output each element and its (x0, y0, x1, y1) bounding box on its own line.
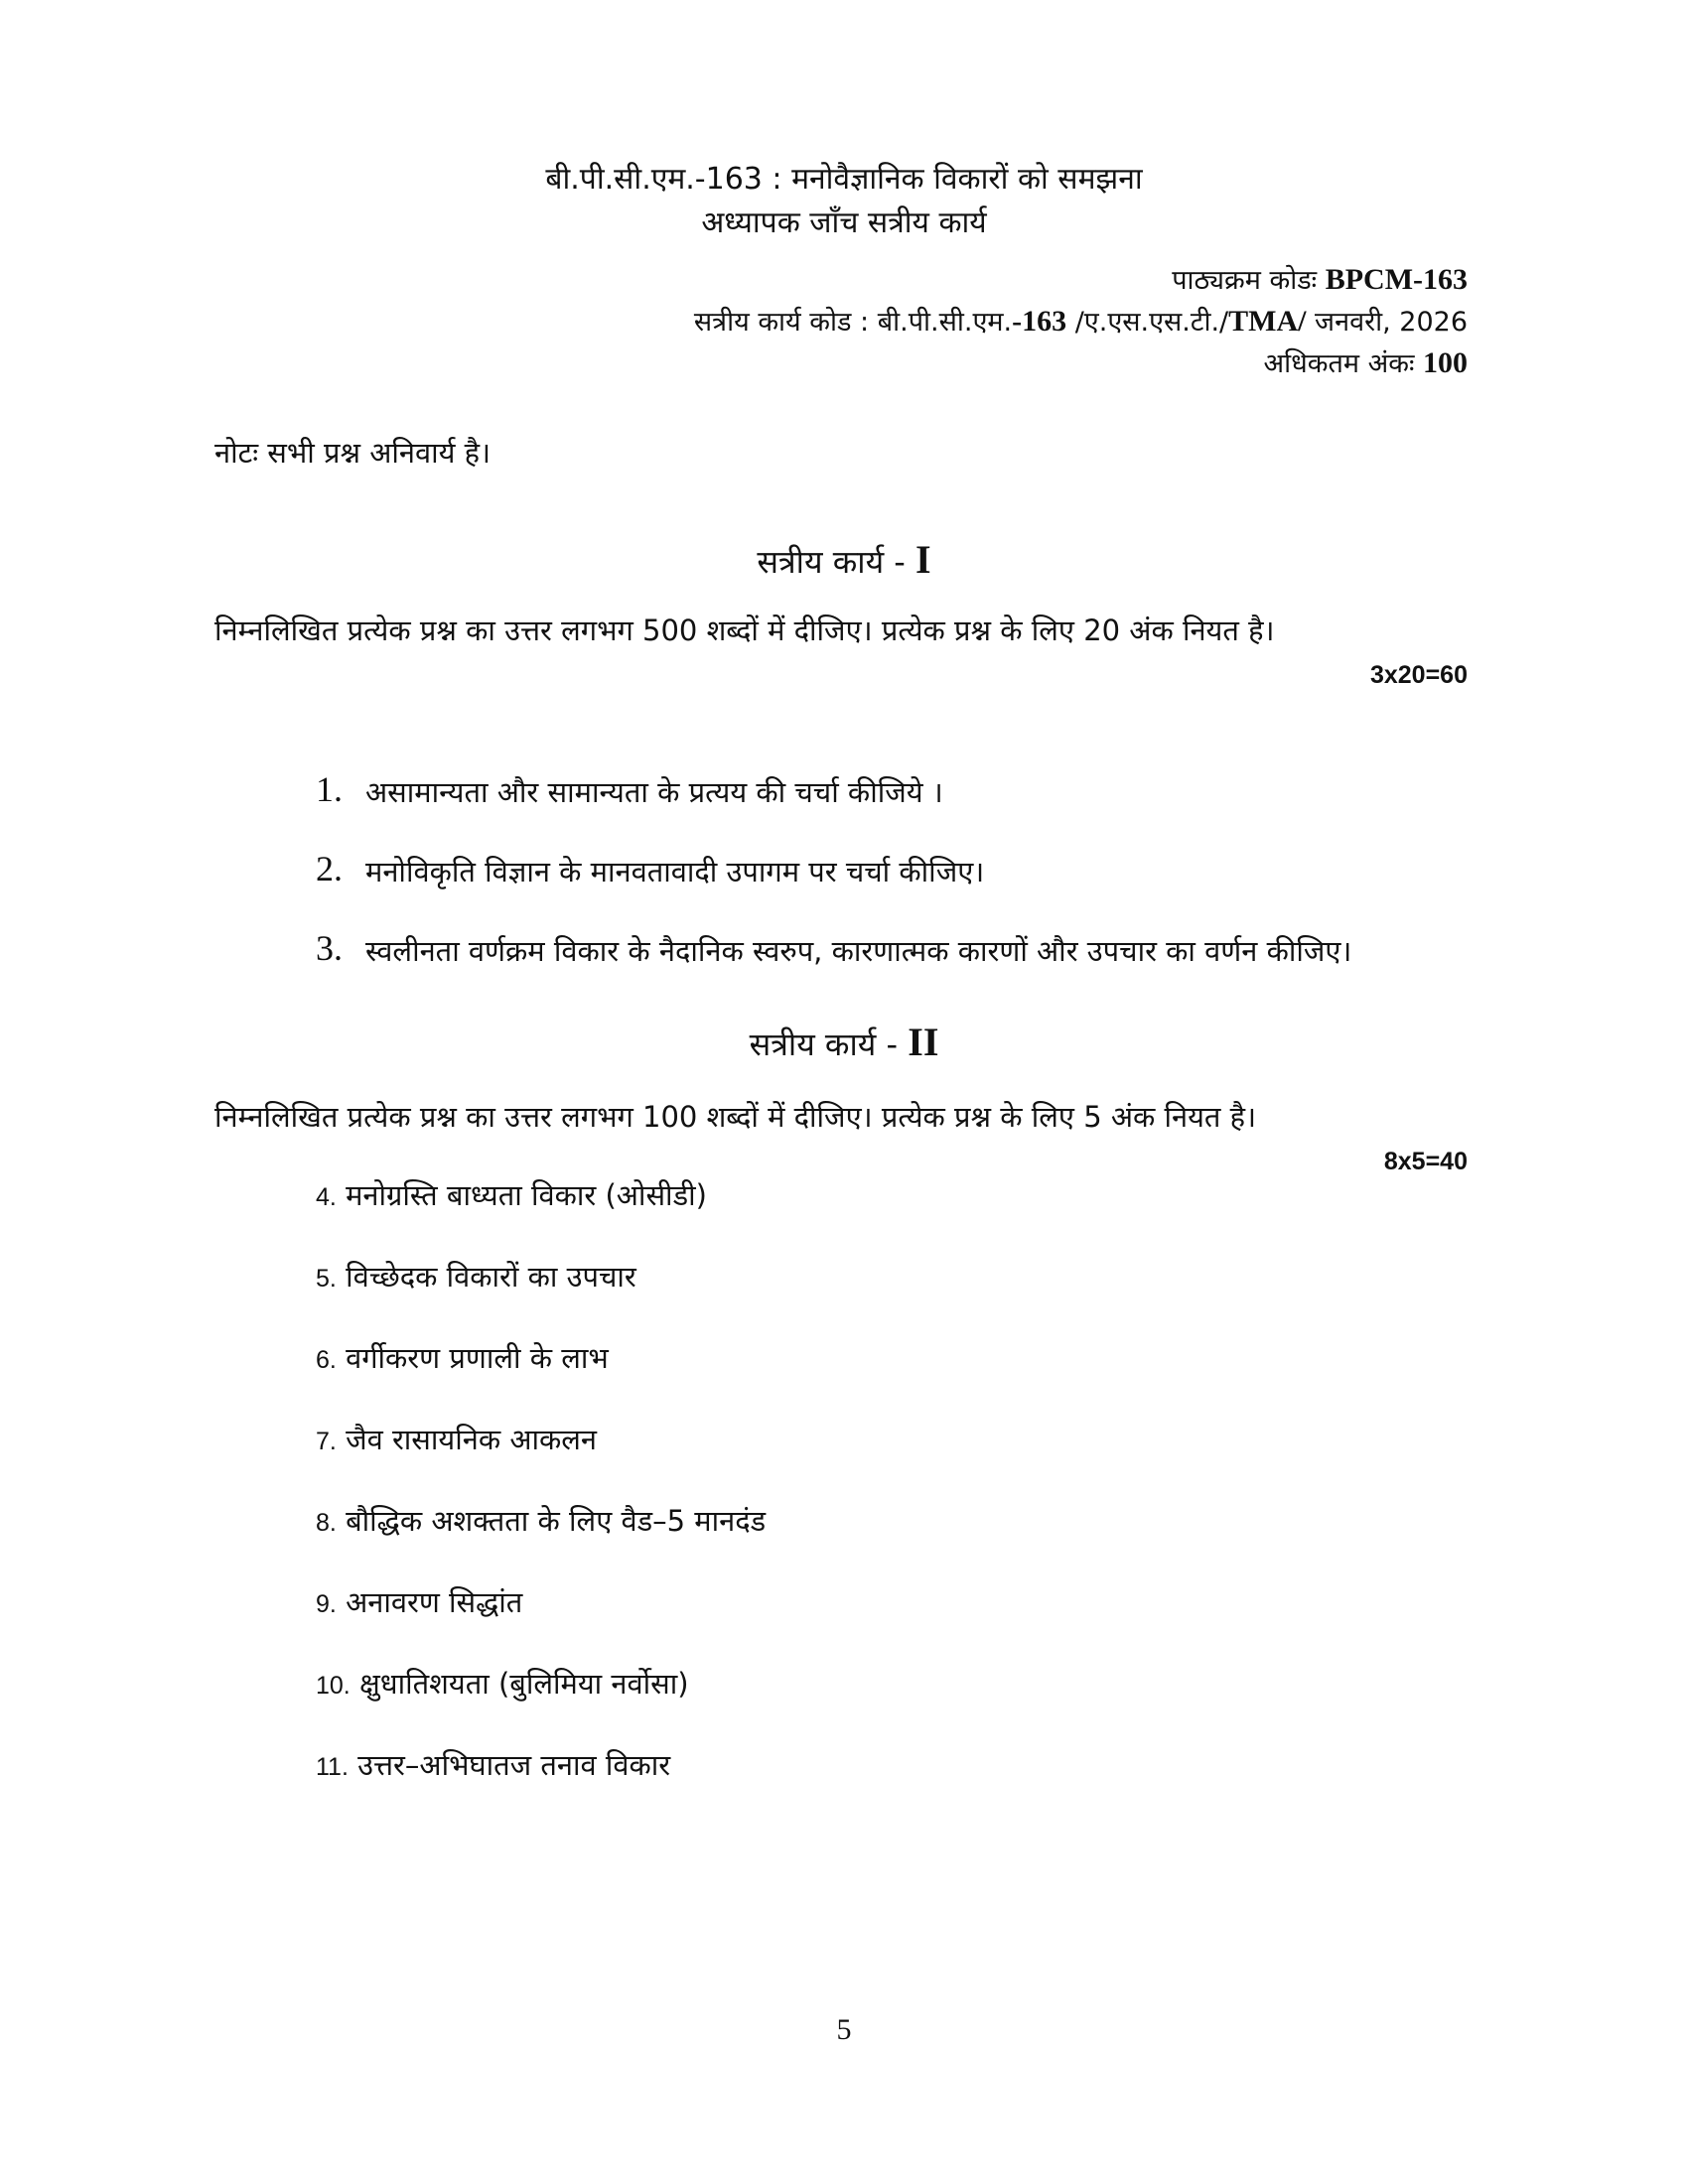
question-number: 8. (316, 1509, 337, 1537)
question-text: जैव रासायनिक आकलन (346, 1423, 598, 1456)
question-text: अनावरण सिद्धांत (346, 1585, 523, 1619)
course-code (1172, 260, 1468, 297)
section-2-heading-text: सत्रीय कार्य - (749, 1025, 899, 1063)
question-number: 10. (316, 1672, 351, 1700)
question-text: विच्छेदक विकारों का उपचार (346, 1260, 636, 1294)
max-marks-value: 100 (1423, 346, 1468, 379)
section-1-instruction: निम्नलिखित प्रत्येक प्रश्न का उत्तर लगभग 500 शब्दों में दीजिए। प्रत्येक प्रश्न के लिए 20 अंक नियत है। (214, 614, 1275, 647)
section-1-marks: 3x20=60 (1369, 661, 1468, 689)
course-code-label: पाठ्यक्रम कोडः (1172, 265, 1318, 296)
question-number: 6. (316, 1346, 337, 1374)
section-1-heading-num: I (915, 537, 931, 582)
document-title: बी.पी.सी.एम.-163 : मनोवैज्ञानिक विकारों को समझना (545, 162, 1143, 197)
question-number: 7. (316, 1428, 337, 1455)
list-item (316, 1338, 609, 1377)
list-item (316, 1501, 766, 1540)
question-text: क्षुधातिशयता (बुलिमिया नर्वोसा) (358, 1667, 689, 1701)
question-number: 2. (316, 849, 343, 888)
section-2-marks: 8x5=40 (1383, 1148, 1468, 1175)
question-text: उत्तर–अभिघातज तनाव विकार (357, 1748, 671, 1782)
section-1-heading (0, 536, 1688, 583)
question-number: 9. (316, 1590, 337, 1618)
max-marks-label: अधिकतम अंकः (1263, 348, 1415, 379)
question-number: 11. (316, 1753, 349, 1781)
document-subtitle: अध्यापक जाँच सत्रीय कार्य (701, 205, 987, 240)
assignment-code-label: सत्रीय कार्य कोड : बी.पी.सी.एम. (693, 307, 1013, 338)
assignment-code-date: जनवरी, 2026 (1306, 307, 1468, 338)
question-text: बौद्धिक अशक्तता के लिए वैड–5 मानदंड (346, 1504, 767, 1538)
section-1-heading-text: सत्रीय कार्य - (757, 543, 906, 581)
list-item (316, 1745, 670, 1784)
assignment-code-mid: /ए.एस.एस.टी./ (1066, 307, 1229, 338)
list-item (316, 1664, 689, 1703)
list-item (316, 1175, 707, 1214)
list-item (316, 1582, 522, 1621)
list-item (316, 1257, 636, 1296)
question-text: मनोविकृति विज्ञान के मानवतावादी उपागम पर चर्चा कीजिए। (365, 855, 985, 888)
question-number: 4. (316, 1183, 337, 1211)
list-item (316, 1420, 597, 1458)
question-text: असामान्यता और सामान्यता के प्रत्यय की चर्चा कीजिये । (365, 775, 943, 809)
question-number: 5. (316, 1265, 337, 1293)
question-text: स्वलीनता वर्णक्रम विकार के नैदानिक स्वरुप, कारणात्मक कारणों और उपचार का वर्णन कीजिए। (365, 934, 1352, 968)
section-2-instruction: निम्नलिखित प्रत्येक प्रश्न का उत्तर लगभग 100 शब्दों में दीजिए। प्रत्येक प्रश्न के लिए 5 अंक नियत है। (214, 1100, 1257, 1134)
question-number: 3. (316, 928, 343, 968)
question-text: वर्गीकरण प्रणाली के लाभ (346, 1341, 609, 1375)
assignment-code (694, 302, 1468, 339)
course-code-value: BPCM-163 (1325, 263, 1468, 296)
question-number: 1. (316, 769, 343, 809)
section-2-heading-num: II (908, 1020, 939, 1064)
question-text: मनोग्रस्ति बाध्यता विकार (ओसीडी) (346, 1178, 707, 1212)
assignment-code-num: -163 (1012, 305, 1067, 338)
assignment-code-tma: TMA/ (1228, 305, 1307, 338)
max-marks (1264, 343, 1469, 380)
note: नोटः सभी प्रश्न अनिवार्य है। (214, 436, 492, 470)
section-2-heading (0, 1019, 1688, 1065)
page-number: 5 (836, 2013, 852, 2046)
